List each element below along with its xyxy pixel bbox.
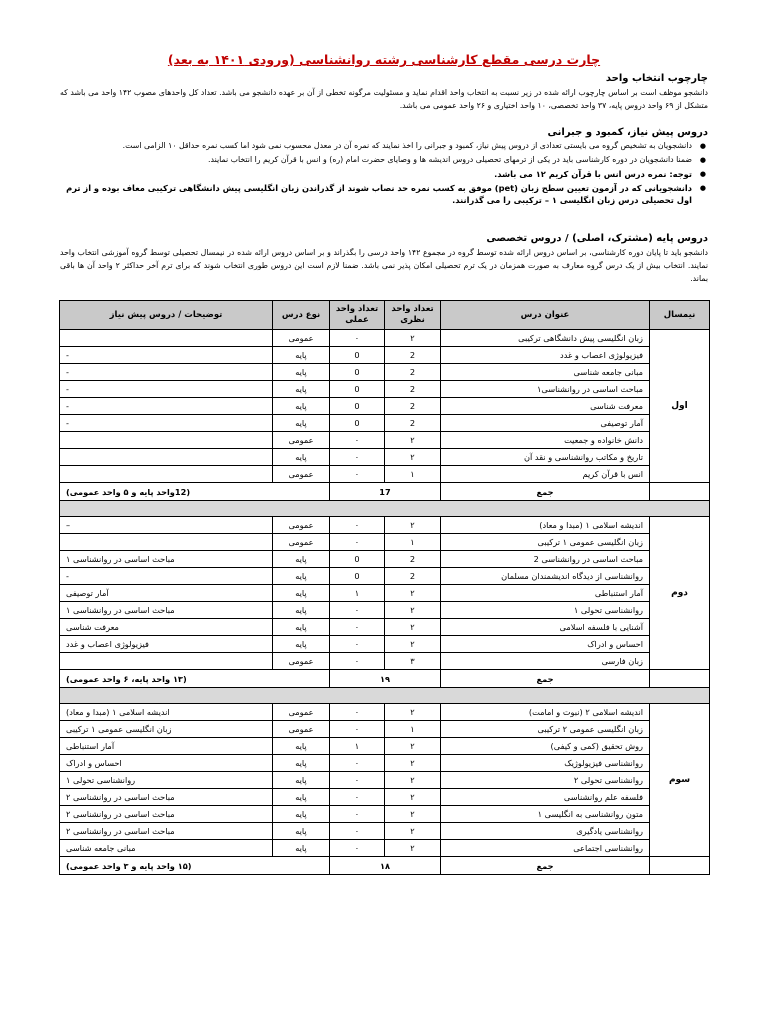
notes-cell (60, 653, 273, 670)
theory-cell: ۲ (385, 823, 441, 840)
header-notes: توضیحات / دروس پیش نیاز (60, 301, 273, 330)
theory-cell: ۲ (385, 449, 441, 466)
theory-cell: 2 (385, 415, 441, 432)
course-cell: روانشناسی فیزیولوژیک (441, 755, 650, 772)
practical-cell: 0 (330, 568, 385, 585)
course-cell: روانشناسی از دیدگاه اندیشمندان مسلمان (441, 568, 650, 585)
spacer-row (60, 688, 710, 704)
total-note: (۱۵ واحد پایه و ۳ واحد عمومی) (60, 857, 330, 875)
type-cell: عمومی (273, 432, 330, 449)
type-cell: پایه (273, 585, 330, 602)
theory-cell: 2 (385, 568, 441, 585)
table-row (60, 398, 710, 415)
total-value: 17 (330, 483, 441, 501)
course-cell: مباحث اساسی در روانشناسی۱ (441, 381, 650, 398)
notes-cell: - (60, 381, 273, 398)
table-row (60, 364, 710, 381)
table-row (60, 806, 710, 823)
notes-cell: فیزیولوژی اعصاب و غدد (60, 636, 273, 653)
course-cell: زبان فارسی (441, 653, 650, 670)
course-cell: روش تحقیق (کمی و کیفی) (441, 738, 650, 755)
practical-cell: ۰ (330, 602, 385, 619)
notes-cell: معرفت شناسی (60, 619, 273, 636)
type-cell: پایه (273, 398, 330, 415)
notes-cell: – (60, 517, 273, 534)
practical-cell: ۱ (330, 738, 385, 755)
practical-cell: ۰ (330, 772, 385, 789)
type-cell: عمومی (273, 330, 330, 347)
course-cell: آشنایی با فلسفه اسلامی (441, 619, 650, 636)
total-label: جمع (441, 857, 650, 875)
type-cell: پایه (273, 364, 330, 381)
type-cell: پایه (273, 602, 330, 619)
notes-cell: آمار توصیفی (60, 585, 273, 602)
practical-cell: ۰ (330, 840, 385, 857)
prereq-section (60, 126, 708, 208)
type-cell: پایه (273, 619, 330, 636)
notes-cell (60, 466, 273, 483)
table-row (60, 772, 710, 789)
type-cell: عمومی (273, 517, 330, 534)
type-cell: پایه (273, 755, 330, 772)
theory-cell: ۲ (385, 330, 441, 347)
course-cell: اندیشه اسلامی ۲ (نبوت و امامت) (441, 704, 650, 721)
practical-cell: 0 (330, 364, 385, 381)
table-row (60, 347, 710, 364)
type-cell: پایه (273, 823, 330, 840)
course-cell: دانش خانواده و جمعیت (441, 432, 650, 449)
type-cell: عمومی (273, 653, 330, 670)
theory-cell: ۲ (385, 619, 441, 636)
type-cell: پایه (273, 636, 330, 653)
practical-cell: ۰ (330, 823, 385, 840)
course-cell: معرفت شناسی (441, 398, 650, 415)
practical-cell: ۰ (330, 330, 385, 347)
total-value: ۱۸ (330, 857, 441, 875)
notes-cell (60, 330, 273, 347)
theory-cell: ۲ (385, 806, 441, 823)
prereq-heading: دروس پیش نیاز، کمبود و جبرانی (547, 127, 708, 138)
core-heading: دروس پایه (مشترک، اصلی) / دروس تخصصی (486, 233, 708, 244)
practical-cell: ۰ (330, 619, 385, 636)
theory-cell: ۲ (385, 755, 441, 772)
course-cell: فیزیولوژی اعصاب و غدد (441, 347, 650, 364)
table-row (60, 432, 710, 449)
type-cell: پایه (273, 449, 330, 466)
theory-cell: ۲ (385, 636, 441, 653)
theory-cell: 2 (385, 381, 441, 398)
table-row (60, 568, 710, 585)
notes-cell: مبانی جامعه شناسی (60, 840, 273, 857)
practical-cell: ۰ (330, 704, 385, 721)
theory-cell: ۱ (385, 534, 441, 551)
course-cell: زبان انگلیسی عمومی ۱ ترکیبی (441, 534, 650, 551)
practical-cell: ۰ (330, 449, 385, 466)
type-cell: پایه (273, 551, 330, 568)
notes-cell: - (60, 398, 273, 415)
type-cell: پایه (273, 840, 330, 857)
notes-cell: - (60, 568, 273, 585)
table-row (60, 738, 710, 755)
theory-cell: 2 (385, 347, 441, 364)
framework-heading: چارچوب انتخاب واحد (605, 73, 708, 84)
practical-cell: ۰ (330, 653, 385, 670)
practical-cell: ۰ (330, 534, 385, 551)
type-cell: پایه (273, 415, 330, 432)
course-cell: زبان انگلیسی عمومی ۲ ترکیبی (441, 721, 650, 738)
table-row (60, 789, 710, 806)
table-row (60, 840, 710, 857)
course-cell: آمار توصیفی (441, 415, 650, 432)
theory-cell: 2 (385, 398, 441, 415)
prereq-bullet: ● ضمنا دانشجویان در دوره کارشناسی باید در یکی از ترمهای تحصیلی دروس اندیشه ها و وصایای حضرت امام (ره) و انس با قرآن کریم را انتخاب نمایند. (60, 154, 708, 166)
table-row (60, 534, 710, 551)
course-cell: روانشناسی تحولی ۱ (441, 602, 650, 619)
semester-cell: دوم (650, 517, 710, 670)
theory-cell: ۲ (385, 585, 441, 602)
notes-cell: - (60, 415, 273, 432)
course-cell: اندیشه اسلامی ۱ (مبدا و معاد) (441, 517, 650, 534)
header-course: عنوان درس (441, 301, 650, 330)
core-section (60, 232, 708, 285)
page-title: چارت درسی مقطع کارشناسی رشته روانشناسی (ورودی ۱۴۰۱ به بعد) (167, 52, 601, 67)
notes-cell: - (60, 364, 273, 381)
notes-cell: مباحث اساسی در روانشناسی ۲ (60, 789, 273, 806)
theory-cell: 2 (385, 364, 441, 381)
header-type: نوع درس (273, 301, 330, 330)
course-cell: احساس و ادراک (441, 636, 650, 653)
type-cell: پایه (273, 772, 330, 789)
practical-cell: ۰ (330, 517, 385, 534)
table-row (60, 653, 710, 670)
core-text: دانشجو باید تا پایان دوره کارشناسی، بر اساس دروس ارائه شده توسط گروه در مجموع ۱۴۲ واحد درسی را بگذراند و بر اساس دروس ارائه شده در نیمسال تحصیلی توسط گروه آموزشی انتخاب واحد نمایند. انتخاب بیش از یک درس گروه معارف به صورت همزمان در یک ترم تحصیلی امکان پذیر نمی باشد. ضمنا لازم است این دروس طوری انتخاب شوند که برای ترم آخر حداکثر ۲ واحد آن ها باقی بماند. (60, 248, 709, 283)
type-cell: پایه (273, 789, 330, 806)
theory-cell: ۱ (385, 721, 441, 738)
table-row (60, 330, 710, 347)
notes-cell: زبان انگلیسی عمومی ۱ ترکیبی (60, 721, 273, 738)
type-cell: پایه (273, 738, 330, 755)
notes-cell: مباحث اساسی در روانشناسی ۲ (60, 823, 273, 840)
practical-cell: ۰ (330, 721, 385, 738)
practical-cell: 0 (330, 381, 385, 398)
table-row (60, 466, 710, 483)
practical-cell: ۰ (330, 466, 385, 483)
theory-cell: ۲ (385, 738, 441, 755)
course-cell: آمار استنباطی (441, 585, 650, 602)
total-note: (12واحد پایه و ۵ واحد عمومی) (60, 483, 330, 501)
table-body (60, 330, 710, 875)
table-header-row (60, 301, 710, 330)
theory-cell: ۲ (385, 432, 441, 449)
table-row (60, 755, 710, 772)
table-row (60, 602, 710, 619)
total-blank-cell (650, 670, 710, 688)
total-label: جمع (441, 483, 650, 501)
course-chart-table (59, 300, 710, 875)
total-value: ۱۹ (330, 670, 441, 688)
course-cell: روانشناسی یادگیری (441, 823, 650, 840)
table-row (60, 381, 710, 398)
total-label: جمع (441, 670, 650, 688)
type-cell: عمومی (273, 534, 330, 551)
practical-cell: 0 (330, 398, 385, 415)
table-row (60, 449, 710, 466)
practical-cell: 0 (330, 347, 385, 364)
total-note: (۱۳ واحد پایه، ۶ واحد عمومی) (60, 670, 330, 688)
header-theory: تعداد واحد نظری (385, 301, 441, 330)
type-cell: پایه (273, 347, 330, 364)
notes-cell (60, 534, 273, 551)
notes-cell (60, 432, 273, 449)
theory-cell: ۲ (385, 840, 441, 857)
course-cell: انس با قرآن کریم (441, 466, 650, 483)
course-cell: روانشناسی اجتماعی (441, 840, 650, 857)
type-cell: پایه (273, 806, 330, 823)
course-cell: متون روانشناسی به انگلیسی ۱ (441, 806, 650, 823)
prereq-bullet: ● توجه: نمره درس انس با قرآن کریم ۱۲ می باشد. (60, 168, 708, 180)
framework-text: دانشجو موظف است بر اساس چارچوب ارائه شده در زیر نسبت به انتخاب واحد اقدام نماید و مسئولیت مرگونه تخطی از آن بر عهده دانشجو می باشد. تعداد کل واحدهای مصوب ۱۴۲ واحد می باشد که متشکل از ۶۹ واحد دروس پایه، ۳۷ واحد تخصصی، ۱۰ واحد اختیاری و ۲۶ واحد عمومی می باشد. (60, 88, 708, 110)
theory-cell: ۲ (385, 602, 441, 619)
theory-cell: ۱ (385, 466, 441, 483)
notes-cell (60, 449, 273, 466)
practical-cell: ۰ (330, 432, 385, 449)
practical-cell: ۰ (330, 806, 385, 823)
header-semester: نیمسال (650, 301, 710, 330)
theory-cell: ۲ (385, 704, 441, 721)
type-cell: عمومی (273, 466, 330, 483)
practical-cell: ۰ (330, 636, 385, 653)
prereq-bullet: ● دانشجویان به تشخیص گروه می بایستی تعدادی از دروس پیش نیاز، کمبود و جبرانی را اخذ نمایند که نمره آن در معدل محسوب نمی شود اما کسب نمره حداقل ۱۰ الزامی است. (60, 140, 708, 152)
practical-cell: 0 (330, 415, 385, 432)
type-cell: عمومی (273, 721, 330, 738)
type-cell: پایه (273, 381, 330, 398)
notes-cell: مباحث اساسی در روانشناسی ۱ (60, 551, 273, 568)
practical-cell: ۱ (330, 585, 385, 602)
spacer-row (60, 501, 710, 517)
notes-cell: آمار استنباطی (60, 738, 273, 755)
table-row (60, 619, 710, 636)
theory-cell: ۲ (385, 789, 441, 806)
practical-cell: ۰ (330, 755, 385, 772)
notes-cell: مباحث اساسی در روانشناسی ۱ (60, 602, 273, 619)
prereq-bullet: ● دانشجویانی که در آزمون تعیین سطح زبان (pet) موفق به کسب نمره حد نصاب شوند از گذراندن زبان انگلیسی پیش دانشگاهی ترکیبی معاف بوده و از ترم اول تحصیلی درس زبان انگلیسی ۱ – ترکیبی را می گذرانند. (60, 182, 708, 206)
notes-cell: مباحث اساسی در روانشناسی ۲ (60, 806, 273, 823)
course-cell: مبانی جامعه شناسی (441, 364, 650, 381)
total-row (60, 857, 710, 875)
table-row (60, 585, 710, 602)
table-row (60, 704, 710, 721)
practical-cell: ۰ (330, 789, 385, 806)
prereq-list (60, 140, 708, 206)
table-row (60, 415, 710, 432)
spacer-cell (60, 688, 710, 704)
notes-cell: - (60, 347, 273, 364)
type-cell: عمومی (273, 704, 330, 721)
course-cell: مباحث اساسی در روانشناسی 2 (441, 551, 650, 568)
notes-cell: اندیشه اسلامی ۱ (مبدا و معاد) (60, 704, 273, 721)
total-blank-cell (650, 483, 710, 501)
semester-cell: سوم (650, 704, 710, 857)
course-cell: زبان انگلیسی پیش دانشگاهی ترکیبی (441, 330, 650, 347)
framework-section (60, 72, 708, 112)
total-row (60, 483, 710, 501)
table-row (60, 636, 710, 653)
course-cell: روانشناسی تحولی ۲ (441, 772, 650, 789)
table-row (60, 551, 710, 568)
table-row (60, 721, 710, 738)
theory-cell: ۳ (385, 653, 441, 670)
total-row (60, 670, 710, 688)
theory-cell: 2 (385, 551, 441, 568)
type-cell: پایه (273, 568, 330, 585)
notes-cell: احساس و ادراک (60, 755, 273, 772)
theory-cell: ۲ (385, 772, 441, 789)
table-row (60, 823, 710, 840)
practical-cell: 0 (330, 551, 385, 568)
course-cell: تاریخ و مکاتب روانشناسی و نقد آن (441, 449, 650, 466)
semester-cell: اول (650, 330, 710, 483)
header-practical: تعداد واحد عملی (330, 301, 385, 330)
course-cell: فلسفه علم روانشناسی (441, 789, 650, 806)
total-blank-cell (650, 857, 710, 875)
table-row (60, 517, 710, 534)
notes-cell: روانشناسی تحولی ۱ (60, 772, 273, 789)
theory-cell: ۲ (385, 517, 441, 534)
spacer-cell (60, 501, 710, 517)
